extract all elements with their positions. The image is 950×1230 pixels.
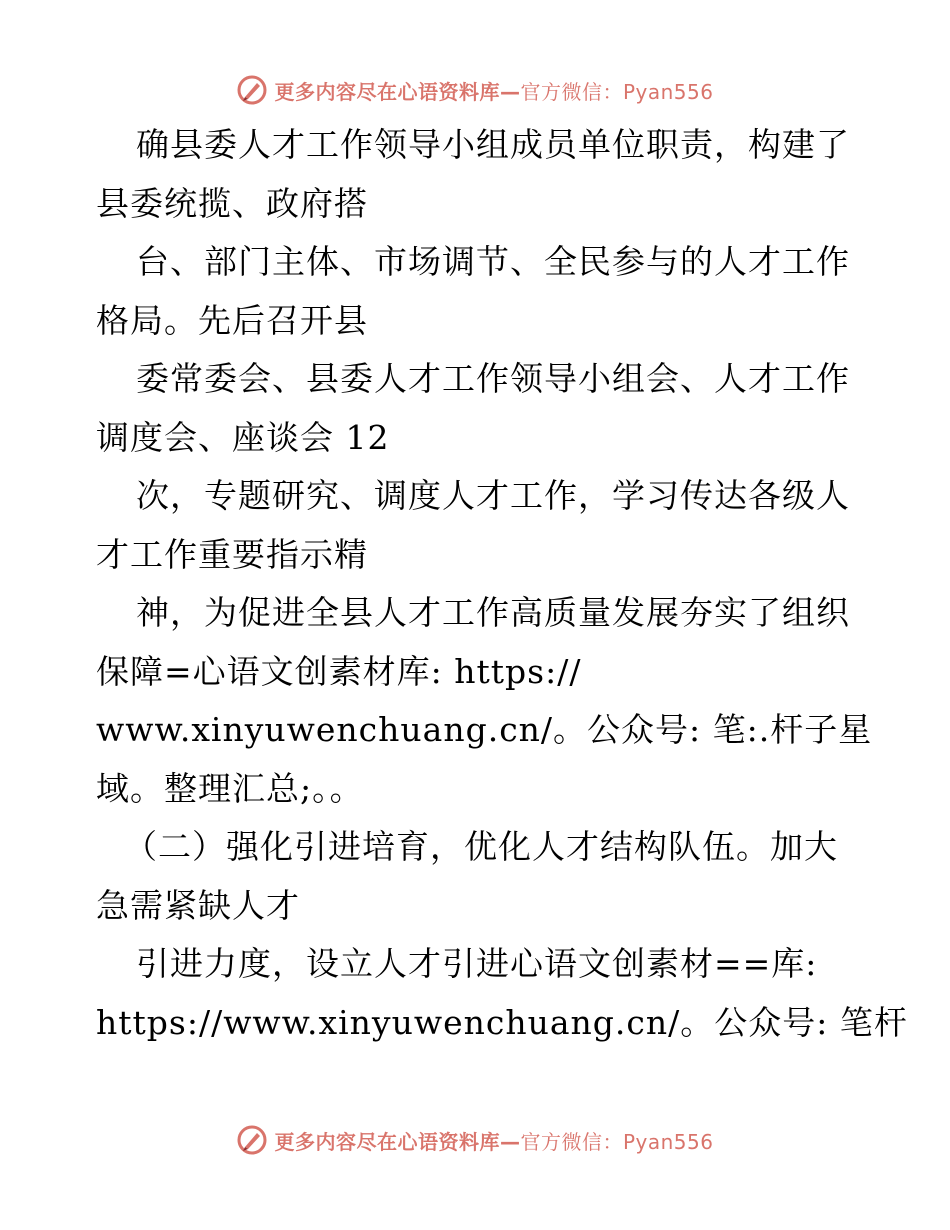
text-line: 台、部门主体、市场调节、全民参与的人才工作 xyxy=(136,242,850,281)
pen-logo-icon xyxy=(236,1124,268,1156)
text-line: https://www.xinyuwenchuang.cn/。公众号: 笔杆 xyxy=(96,1002,908,1042)
text-line: 域。整理汇总;。。 xyxy=(96,768,364,808)
page-footer-banner xyxy=(0,1122,950,1158)
text-line: 格局。先后召开县 xyxy=(96,300,368,340)
text-line: 神，为促进全县人才工作高质量发展夯实了组织 xyxy=(136,593,850,632)
text-line: 才工作重要指示精 xyxy=(96,534,368,574)
text-line: 委常委会、县委人才工作领导小组会、人才工作 xyxy=(136,359,850,398)
page-header-banner xyxy=(0,72,950,108)
text-line: 急需紧缺人才 xyxy=(96,885,300,925)
text-line: 保障=心语文创素材库: https:// xyxy=(96,651,582,691)
text-line: 引进力度，设立人才引进心语文创素材==库: xyxy=(136,944,818,983)
pen-logo-icon xyxy=(236,74,268,106)
text-line: 次，专题研究、调度人才工作，学习传达各级人 xyxy=(136,476,850,515)
header-banner-text: 更多内容尽在心语资料库—官方微信：Pyan556 xyxy=(274,79,714,104)
text-line: 调度会、座谈会 12 xyxy=(96,417,390,457)
text-line: 县委统揽、政府搭 xyxy=(96,183,368,223)
text-line: 确县委人才工作领导小组成员单位职责，构建了 xyxy=(136,125,850,164)
document-body xyxy=(96,116,908,1052)
footer-banner-text: 更多内容尽在心语资料库—官方微信：Pyan556 xyxy=(274,1129,714,1154)
text-line: www.xinyuwenchuang.cn/。公众号: 笔:.杆子星 xyxy=(96,710,873,749)
text-line: （二）强化引进培育，优化人才结构队伍。加大 xyxy=(124,827,838,866)
